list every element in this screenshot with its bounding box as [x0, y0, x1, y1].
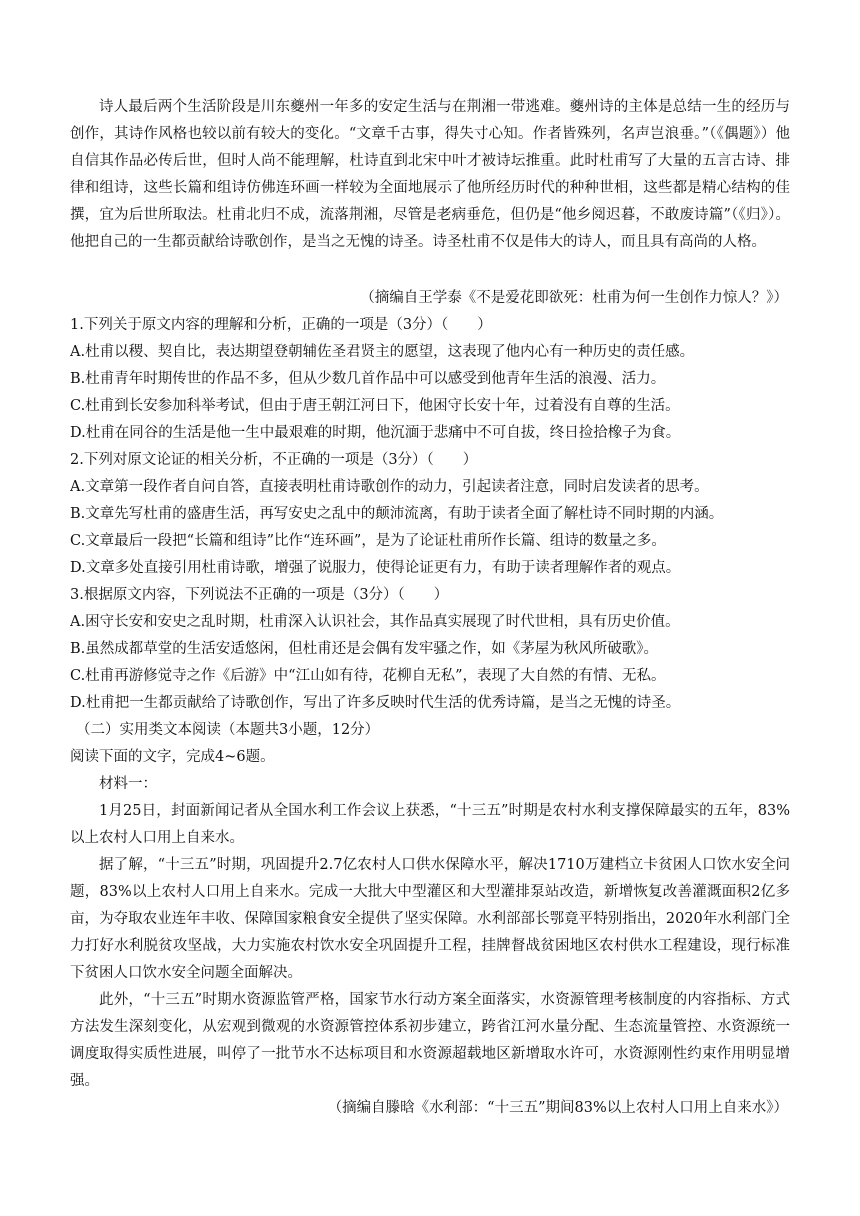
material-label: 材料一：: [99, 776, 157, 792]
question-3-option-c: C.杜甫再游修觉寺之作《后游》中“江山如有待，花柳自无私”，表现了大自然的有情、无私。: [70, 668, 666, 684]
question-2-option-b: B.文章先写杜甫的盛唐生活，再写安史之乱中的颠沛流离，有助于读者全面了解杜诗不同时期的内涵。: [70, 506, 724, 522]
question-3-option-b: B.虽然成都草堂的生活安适悠闲，但杜甫还是会偶有发牢骚之作，如《茅屋为秋风所破歌》。: [70, 641, 659, 657]
question-1-option-d: D.杜甫在同谷的生活是他一生中最艰难的时期，他沉湎于悲痛中不可自拔，终日捡拾橡子为食。: [70, 425, 681, 441]
question-2-stem: 2.下列对原文论证的相关分析，不正确的一项是（3分）（ ）: [70, 452, 478, 468]
question-2-option-c: C.文章最后一段把“长篇和组诗”比作“连环画”，是为了论证杜甫所作长篇、组诗的数量之多。: [70, 533, 666, 549]
section2-heading: （二）实用类文本阅读（本题共3小题，12分）: [76, 722, 380, 738]
question-3-option-a: A.困守长安和安史之乱时期，杜甫深入认识社会，其作品真实展现了时代世相，具有历史价值。: [70, 614, 680, 630]
material-paragraph-3: 此外，“十三五”时期水资源监管严格，国家节水行动方案全面落实，水资源管理考核制度的内容指标、方式方法发生深刻变化，从宏观到微观的水资源管控体系初步建立，跨省江河水量分配、生态流量管控、水资源统一调度取得实质性进展，叫停了一批节水不达标项目和水资源超载地区新增取水许可，水资源刚性约束作用明显增强。: [70, 992, 790, 1089]
material-paragraph-2: 据了解，“十三五”时期，巩固提升2.7亿农村人口供水保障水平，解决1710万建档立卡贫困人口饮水安全问题，83%以上农村人口用上自来水。完成一大批大中型灌区和大型灌排泵站改造，新增恢复改善灌溉面积2亿多亩，为夺取农业连年丰收、保障国家粮食安全提供了坚实保障。水利部部长鄂竟平特别指出，2020年水利部门全力打好水利脱贫攻坚战，大力实施农村饮水安全巩固提升工程，挂牌督战贫困地区农村供水工程建设，现行标准下贫困人口饮水安全问题全面解决。: [70, 857, 790, 981]
question-2-option-d: D.文章多处直接引用杜甫诗歌，增强了说服力，使得论证更有力，有助于读者理解作者的观点。: [70, 560, 681, 576]
material-paragraph-1: 1月25日，封面新闻记者从全国水利工作会议上获悉，“十三五”时期是农村水利支撑保障最实的五年，83%以上农村人口用上自来水。: [70, 803, 790, 846]
section1-source: （摘编自王学泰《不是爱花即欲死：杜甫为何一生创作力惊人？》）: [360, 290, 788, 306]
question-1-stem: 1.下列关于原文内容的理解和分析，正确的一项是（3分）（ ）: [70, 317, 492, 333]
section2-instruction: 阅读下面的文字，完成4~6题。: [70, 749, 275, 765]
section1-paragraph: 诗人最后两个生活阶段是川东夔州一年多的安定生活与在荆湘一带逃难。夔州诗的主体是总结一生的经历与创作，其诗作风格也较以前有较大的变化。“文章千古事，得失寸心知。作者皆殊列，名声岂浪垂。”（《偶题》）他自信其作品必传后世，但时人尚不能理解，杜诗直到北宋中叶才被诗坛推重。此时杜甫写了大量的五言古诗、排律和组诗，这些长篇和组诗仿佛连环画一样较为全面地展示了他所经历时代的种种世相，这些都是精心结构的佳撰，宜为后世所取法。杜甫北归不成，流落荆湘，尽管是老病垂危，但仍是“他乡阅迟暮，不敢废诗篇”（《归》）。他把自己的一生都贡献给诗歌创作，是当之无愧的诗圣。诗圣杜甫不仅是伟大的诗人，而且具有高尚的人格。: [70, 99, 790, 250]
section2-source: （摘编自滕晗《水利部：“十三五”期间83%以上农村人口用上自来水》）: [327, 1100, 788, 1116]
question-2-option-a: A.文章第一段作者自问自答，直接表明杜甫诗歌创作的动力，引起读者注意，同时启发读者的思考。: [70, 479, 709, 495]
question-1-option-a: A.杜甫以稷、契自比，表达期望登朝辅佐圣君贤主的愿望，这表现了他内心有一种历史的责任感。: [70, 344, 695, 360]
question-3-stem: 3.根据原文内容，下列说法不正确的一项是（3分）（ ）: [70, 587, 449, 603]
question-3-option-d: D.杜甫把一生都贡献给了诗歌创作，写出了许多反映时代生活的优秀诗篇，是当之无愧的诗圣。: [70, 695, 681, 711]
question-1-option-c: C.杜甫到长安参加科举考试，但由于唐王朝江河日下，他困守长安十年，过着没有自尊的生活。: [70, 398, 680, 414]
question-1-option-b: B.杜甫青年时期传世的作品不多，但从少数几首作品中可以感受到他青年生活的浪漫、活力。: [70, 371, 666, 387]
